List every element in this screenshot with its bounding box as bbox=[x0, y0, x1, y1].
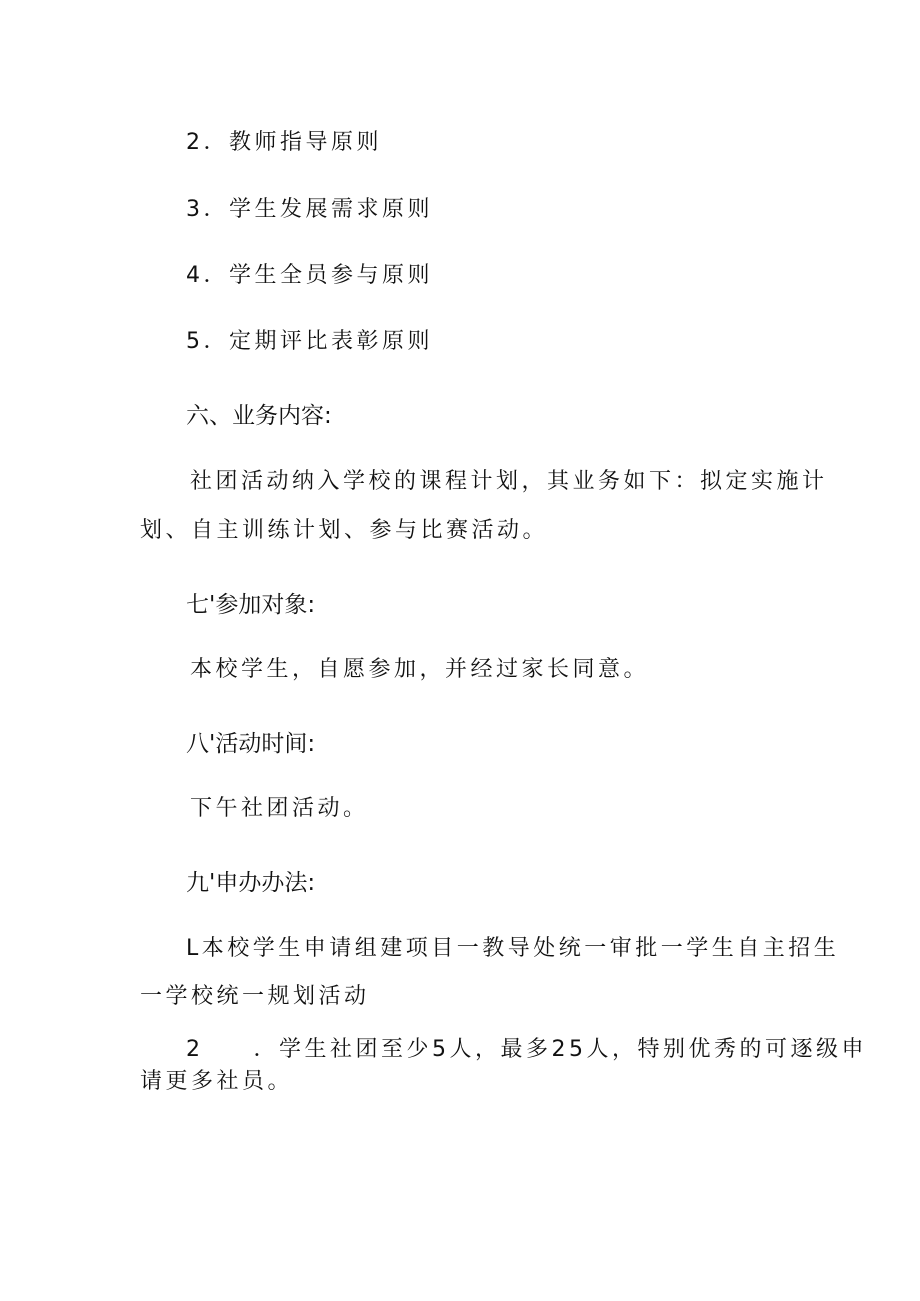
section-8-heading: 八'活动时间: bbox=[186, 731, 316, 757]
section-9-item-2-line-2: 请更多社员。 bbox=[140, 1069, 294, 1094]
section-9-heading: 九'申办办法: bbox=[186, 870, 316, 896]
section-6-paragraph-line-2: 划、自主训练计划、参与比赛活动。 bbox=[140, 518, 549, 543]
principle-item: 3．学生发展需求原则 bbox=[186, 197, 434, 222]
section-9-item-2-line-1: 2 ．学生社团至少5人，最多25人，特别优秀的可逐级申 bbox=[186, 1037, 867, 1062]
principle-item: 2．教师指导原则 bbox=[186, 130, 383, 155]
section-7-heading: 七'参加对象: bbox=[186, 592, 316, 618]
principle-item: 5．定期评比表彰原则 bbox=[186, 329, 434, 354]
section-9-item-1-line-2: 一学校统一规划活动 bbox=[140, 984, 370, 1009]
principle-item: 4．学生全员参与原则 bbox=[186, 263, 434, 288]
section-8-paragraph: 下午社团活动。 bbox=[190, 796, 369, 821]
section-7-paragraph: 本校学生，自愿参加，并经过家长同意。 bbox=[190, 657, 650, 682]
section-6-heading: 六、业务内容: bbox=[186, 403, 332, 429]
section-9-item-1-line-1: L本校学生申请组建项目一教导处统一审批一学生自主招生 bbox=[186, 936, 840, 961]
section-6-paragraph-line-1: 社团活动纳入学校的课程计划，其业务如下：拟定实施计 bbox=[190, 469, 828, 494]
